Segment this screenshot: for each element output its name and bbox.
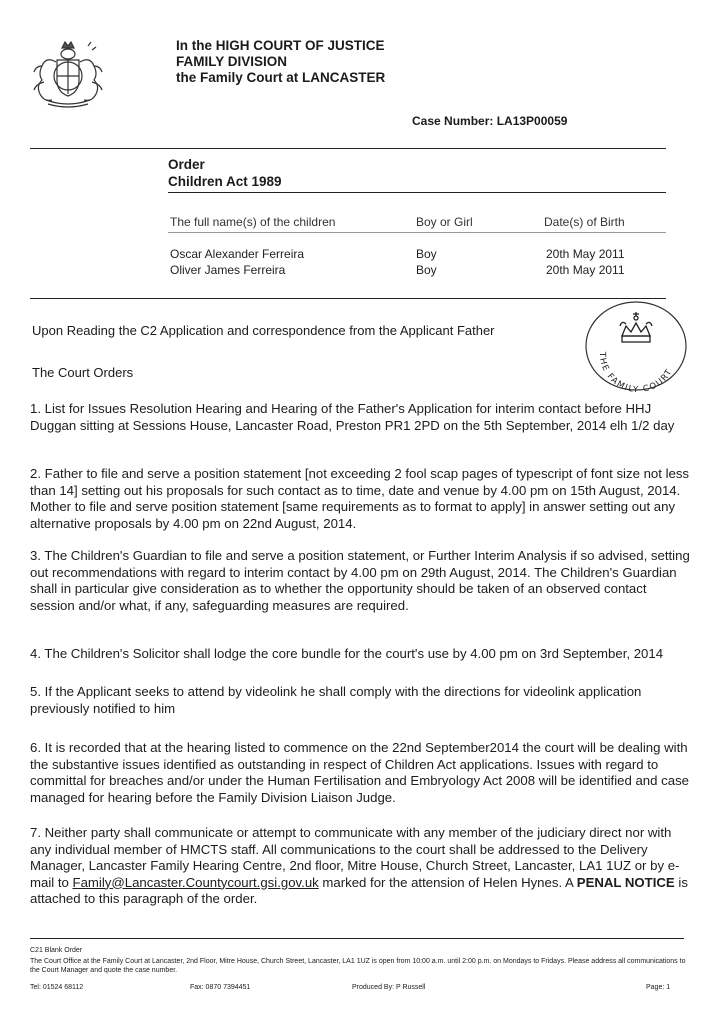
children-name-header: The full name(s) of the children — [170, 215, 336, 229]
child-gender: Boy — [416, 263, 437, 277]
child-name: Oliver James Ferreira — [170, 263, 286, 277]
order-paragraph: 2. Father to file and serve a position statement [not exceeding 2 fool scap pages of typescript of font size not less than 14] setting out his proposals for such contact as to time, date and venue by 4.00 pm on 15th August, 2014. Mother to file and serve position statement [same requirements as to format to apply] in answer setting out any alternative proposals by 4.00 pm on 22nd August, 2014. — [30, 466, 690, 531]
footer-tel: Tel: 01524 68112 — [30, 984, 84, 991]
divider — [168, 192, 666, 193]
order-paragraph: 5. If the Applicant seeks to attend by videolink he shall comply with the directions for videolink application previously notified to him — [30, 684, 642, 716]
order-paragraph — [30, 825, 690, 908]
order-paragraph: 4. The Children's Solicitor shall lodge the core bundle for the court's use by 4.00 pm on 3rd September, 2014 — [30, 646, 664, 661]
child-dob: 20th May 2011 — [546, 247, 625, 261]
footer-produced-by: Produced By: P Russell — [352, 984, 426, 991]
child-gender: Boy — [416, 247, 437, 261]
divider — [168, 232, 666, 233]
order-paragraph: 3. The Children's Guardian to file and serve a position statement, or Further Interim Analysis if so advised, setting out recommendations with regard to interim contact by 4.00 pm on 29th August, 2014. The Children's Guardian shall in particular give consideration as to whether the opportunity should be taken of an observed contact session and/or what, if any, safeguarding measures are required. — [30, 548, 690, 613]
case-number-label: Case Number: — [412, 114, 494, 128]
paragraph-text: is attached to this paragraph of the order. — [30, 874, 688, 906]
court-heading-line3: the Family Court at LANCASTER — [176, 70, 386, 85]
seal-text: THE FAMILY COURT — [596, 351, 676, 396]
paragraph-text: 7. Neither party shall communicate or attempt to communicate with any member of the judiciary direct nor with any individual member of HMCTS staff. All communications to the court shall be addressed to the Delivery Manager, Lancaster Family Hearing Centre, 2nd floor, Mitre House, Church Street, Lancaster, LA1 1UZ or by e-mail to — [30, 825, 680, 890]
paragraph-text: marked for the attension of Helen Hynes. A — [318, 874, 577, 890]
penal-notice: PENAL NOTICE — [576, 874, 675, 890]
royal-coat-of-arms-icon — [28, 38, 108, 110]
children-dob-header: Date(s) of Birth — [544, 215, 625, 229]
divider — [30, 938, 684, 939]
footer-form-name: C21 Blank Order — [30, 947, 83, 954]
child-name: Oscar Alexander Ferreira — [170, 247, 305, 261]
order-act: Children Act 1989 — [168, 174, 282, 189]
court-heading — [176, 38, 385, 86]
children-gender-header: Boy or Girl — [416, 215, 473, 229]
footer-fax: Fax: 0870 7394451 — [190, 984, 251, 991]
footer-office-text: The Court Office at the Family Court at Lancaster, 2nd Floor, Mitre House, Church Street, Lancaster, LA1 1UZ is open from 10:00 a.m. until 2:00 p.m. on Mondays to Fridays. Please address all communications to the Court Manager and quote the case number. — [30, 958, 686, 974]
child-dob: 20th May 2011 — [546, 263, 625, 277]
order-title-block — [168, 156, 282, 190]
divider — [30, 148, 666, 149]
order-paragraph: 6. It is recorded that at the hearing listed to commence on the 22nd September2014 the court will be dealing with the substantive issues identified as outstanding in respect of Children Act applications. Issues with regard to committal for breaches and/or under the Human Fertilisation and Embryology Act 2008 will be identified and case managed for hearing before the Family Division Liaison Judge. — [30, 740, 689, 805]
court-email-link[interactable]: Family@Lancaster.Countycourt.gsi.gov.uk — [72, 874, 319, 890]
svg-text:THE FAMILY COURT — [597, 351, 675, 395]
case-number-value: LA13P00059 — [496, 114, 568, 128]
court-heading-line2: FAMILY DIVISION — [176, 54, 288, 69]
preamble: Upon Reading the C2 Application and correspondence from the Applicant Father — [32, 323, 495, 338]
divider — [30, 298, 666, 299]
order-title: Order — [168, 157, 205, 172]
order-paragraph: 1. List for Issues Resolution Hearing and Hearing of the Father's Application for interim contact before HHJ Duggan sitting at Sessions House, Lancaster Road, Preston PR1 2PD on the 5th September, 2014 elh 1/2 day — [30, 401, 675, 433]
court-heading-line1: In the HIGH COURT OF JUSTICE — [176, 38, 385, 53]
footer-page: Page: 1 — [646, 984, 671, 991]
case-number — [412, 114, 567, 128]
family-court-seal-icon — [580, 298, 692, 396]
court-orders-heading: The Court Orders — [32, 365, 134, 380]
